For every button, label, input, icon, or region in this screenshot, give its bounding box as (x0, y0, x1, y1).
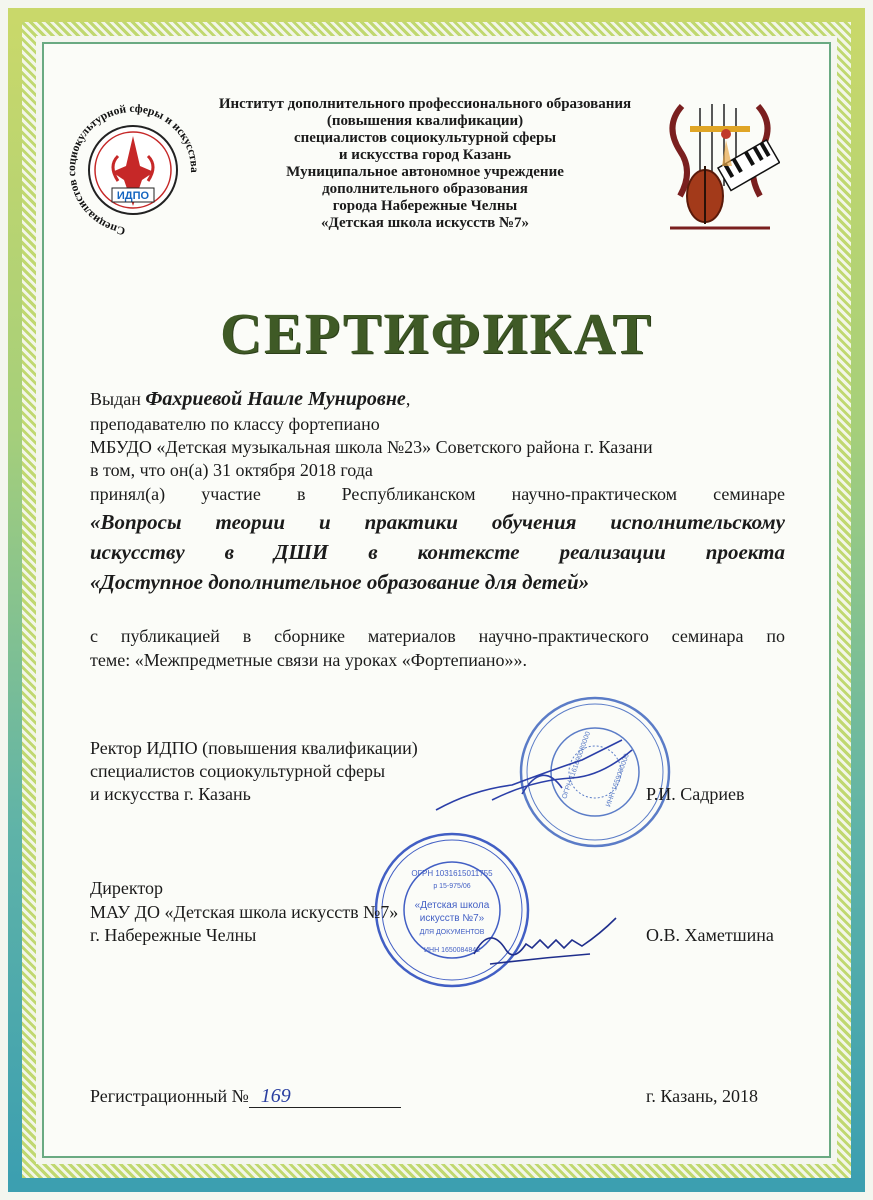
seminar-title-line: «Доступное дополнительное образование для детей» (90, 570, 590, 594)
registration-number (90, 1086, 401, 1108)
rector-title-line: и искусства г. Казань (90, 784, 251, 804)
header-line: города Набережные Челны (332, 198, 518, 214)
publication-line: теме: «Межпредметные связи на уроках «Фортепиано»». (90, 650, 528, 670)
rector-title-line: специалистов социокультурной сферы (90, 761, 386, 781)
director-title-line: Директор (90, 878, 164, 898)
header-line: и искусства город Казань (338, 147, 512, 163)
director-title-line: г. Набережные Челны (90, 925, 257, 945)
school-seal-text: «Детская школа (414, 900, 490, 911)
issued-to-line (90, 388, 410, 411)
header-line: дополнительного образования (322, 181, 528, 197)
handwritten-signature-icon (432, 730, 652, 820)
director-signature (470, 904, 620, 974)
certificate-title: СЕРТИФИКАТ (220, 301, 653, 366)
school-seal-text: ИНН 1650084842 (423, 947, 481, 954)
school-seal-text: ДЛЯ ДОКУМЕНТОВ (419, 929, 485, 936)
position-line: преподавателю по классу фортепиано (90, 414, 380, 434)
school-seal-text: р 15-975/06 (433, 883, 471, 890)
registration-label: Регистрационный № (90, 1086, 249, 1106)
organization-line: МБУДО «Детская музыкальная школа №23» Советского района г. Казани (90, 437, 653, 457)
seminar-title-line: искусству в ДШИ в контексте реализации проекта (90, 540, 785, 564)
rector-title-line: Ректор ИДПО (повышения квалификации) (90, 738, 418, 758)
idpo-logo-ring-text: Специалистов иокультурной сферы и искусст (68, 102, 198, 237)
rector-signature (432, 730, 652, 820)
idpo-logo-icon (68, 96, 198, 246)
header-line: «Детская школа искусств №7» (320, 215, 530, 231)
school-seal-text: искусств №7» (419, 913, 485, 924)
registration-value: 169 (249, 1087, 401, 1108)
school-logo (660, 96, 780, 236)
rector-name: Р.И. Садриев (646, 784, 745, 804)
issued-prefix: Выдан (90, 389, 146, 409)
idpo-logo-center-text: ИДПО (116, 190, 150, 202)
header-line: Муниципальное автономное учреждение (286, 164, 564, 180)
issuer-header (180, 96, 670, 232)
participation-line: принял(а) участие в Республиканском научно-практическом семинаре (90, 484, 785, 504)
idpo-logo (68, 96, 198, 246)
place-date: г. Казань, 2018 (646, 1086, 759, 1106)
music-school-emblem-icon (660, 96, 780, 236)
handwritten-signature-icon (470, 904, 620, 974)
seminar-title-line: «Вопросы теории и практики обучения исполнительскому (90, 510, 785, 534)
header-line: Институт дополнительного профессионального образования (218, 96, 632, 112)
director-title-line: МАУ ДО «Детская школа искусств №7» (90, 902, 399, 922)
date-line: в том, что он(а) 31 октября 2018 года (90, 460, 373, 480)
director-name: О.В. Хаметшина (646, 925, 774, 945)
publication-line: с публикацией в сборнике материалов научно-практического семинара по (90, 626, 785, 646)
idpo-seal-text: ОГРН 1161690080000 (561, 730, 593, 800)
header-line: (повышения квалификации) (326, 113, 524, 129)
idpo-seal-text: ИНН 1659000000 (605, 752, 631, 808)
recipient-suffix: , (405, 389, 411, 409)
school-seal-text: ОГРН 1031615011755 (411, 869, 493, 878)
recipient-name: Фахриевой Наиле Мунировне (145, 388, 406, 410)
header-line: специалистов социокультурной сферы (293, 130, 557, 146)
